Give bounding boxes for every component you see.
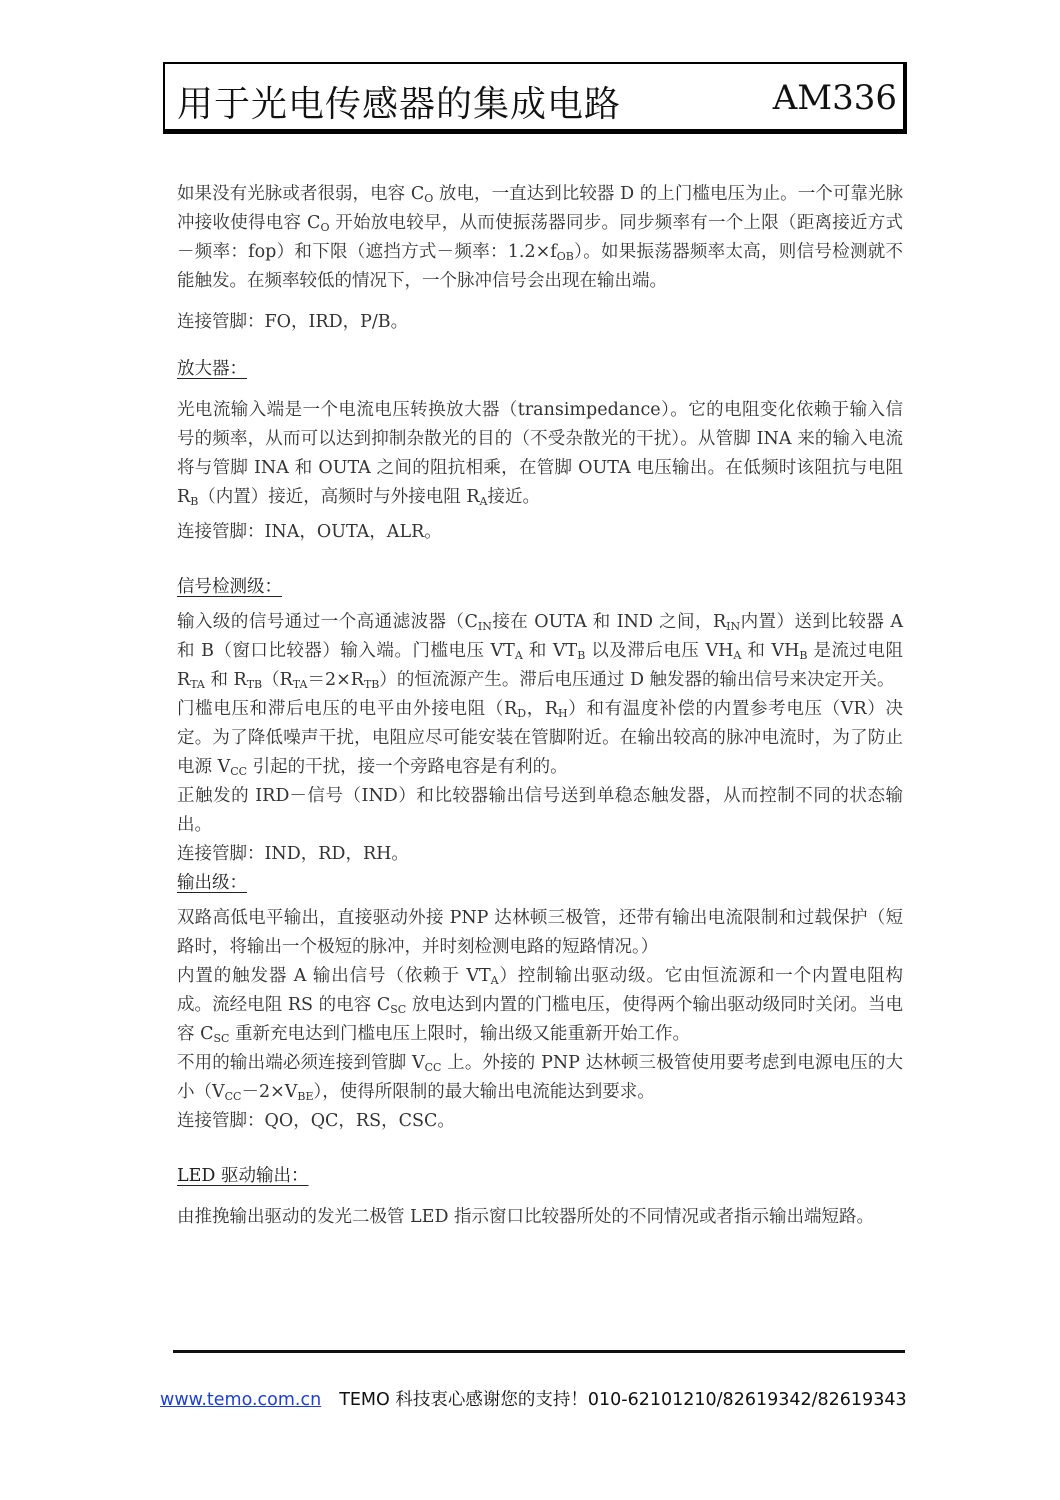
footer-contact-text: TEMO 科技衷心感谢您的支持！010-62101210/82619342/82619343 xyxy=(339,1390,907,1410)
paragraph: 由推挽输出驱动的发光二极管 LED 指示窗口比较器所处的不同情况或者指示输出端短路。 xyxy=(177,1207,875,1227)
paragraph: 输入级的信号通过一个高通滤波器（$C_{IN}$接在 OUTA 和 IND 之间，$R_{IN}$内置）送到比较器 A 和 B（窗口比较器）输入端。门槛电压 $VT_A$ 和 $VT_B$ 以及滞后电压 $VH_A$ 和 $VH_B$ 是流过电阻 $R_{TA}$ 和 $R_{TB}(R_{TA}=2\times R_{TB})$的恒流源产生。滞后电压通过 D 触发器的输出信号来决定开关。 xyxy=(177,612,904,691)
section-heading-amplifier: 放大器： xyxy=(177,359,247,379)
model-number: AM336 xyxy=(772,78,897,118)
document-body xyxy=(177,180,903,1232)
pins-line: 连接管脚：FO，IRD，P/B。 xyxy=(177,312,409,332)
title-box xyxy=(163,62,907,134)
footer xyxy=(160,1386,907,1411)
pins-line: 连接管脚：INA，OUTA，ALR。 xyxy=(177,522,442,542)
pins-line: 连接管脚：IND，RD，RH。 xyxy=(177,844,409,864)
paragraph: 正触发的 IRD－信号（IND）和比较器输出信号送到单稳态触发器，从而控制不同的状态输出。 xyxy=(177,786,903,835)
pins-line: 连接管脚：QO，QC，RS，CSC。 xyxy=(177,1111,455,1131)
paragraph: 不用的输出端必须连接到管脚 $V_{CC}$ 上。外接的 PNP 达林顿三极管使用要考虑到电源电压的大小$(V_{CC}-2\times V_{BE})$，使得所限制的最大输出电流能达到要求。 xyxy=(177,1053,903,1103)
footer-divider xyxy=(173,1350,905,1353)
document-title: 用于光电传感器的集成电路 xyxy=(177,84,622,125)
section-heading-led-driver: LED 驱动输出： xyxy=(177,1166,309,1186)
section-heading-output-stage: 输出级： xyxy=(177,873,247,893)
paragraph: 内置的触发器 A 输出信号（依赖于 $VT_A$）控制输出驱动级。它由恒流源和一个内置电阻构成。流经电阻 RS 的电容 $C_{SC}$ 放电达到内置的门槛电压，使得两个输出驱动级同时关闭。当电容 $C_{SC}$ 重新充电达到门槛电压上限时，输出级又能重新开始工作。 xyxy=(177,966,904,1045)
paragraph: 门槛电压和滞后电压的电平由外接电阻（$R_D$，$R_H$）和有温度补偿的内置参考电压（VR）决定。为了降低噪声干扰，电阻应尽可能安装在管脚附近。在输出较高的脉冲电流时，为了防止电源 $V_{CC}$ 引起的干扰，接一个旁路电容是有利的。 xyxy=(177,699,903,778)
paragraph: 双路高低电平输出，直接驱动外接 PNP 达林顿三极管，还带有输出电流限制和过载保护（短路时，将输出一个极短的脉冲，并时刻检测电路的短路情况。） xyxy=(177,908,903,957)
website-link[interactable]: www.temo.com.cn xyxy=(160,1390,322,1410)
paragraph: 如果没有光脉或者很弱，电容 $C_O$ 放电，一直达到比较器 D 的上门槛电压为止。一个可靠光脉冲接收使得电容 $C_O$ 开始放电较早，从而使振荡器同步。同步频率有一个上限（距离接近方式－频率：fop）和下限（遮挡方式－频率：$1.2\times f_{OB}$）。如果振荡器频率太高，则信号检测就不能触发。在频率较低的情况下，一个脉冲信号会出现在输出端。 xyxy=(177,184,904,291)
paragraph: 光电流输入端是一个电流电压转换放大器（transimpedance）。它的电阻变化依赖于输入信号的频率，从而可以达到抑制杂散光的目的（不受杂散光的干扰）。从管脚 INA 来的输入电流将与管脚 INA 和 OUTA 之间的阻抗相乘，在管脚 OUTA 电压输出。在低频时该阻抗与电阻 $R_B$（内置）接近，高频时与外接电阻 $R_A$接近。 xyxy=(177,400,903,508)
section-heading-signal-detection: 信号检测级： xyxy=(177,577,282,597)
